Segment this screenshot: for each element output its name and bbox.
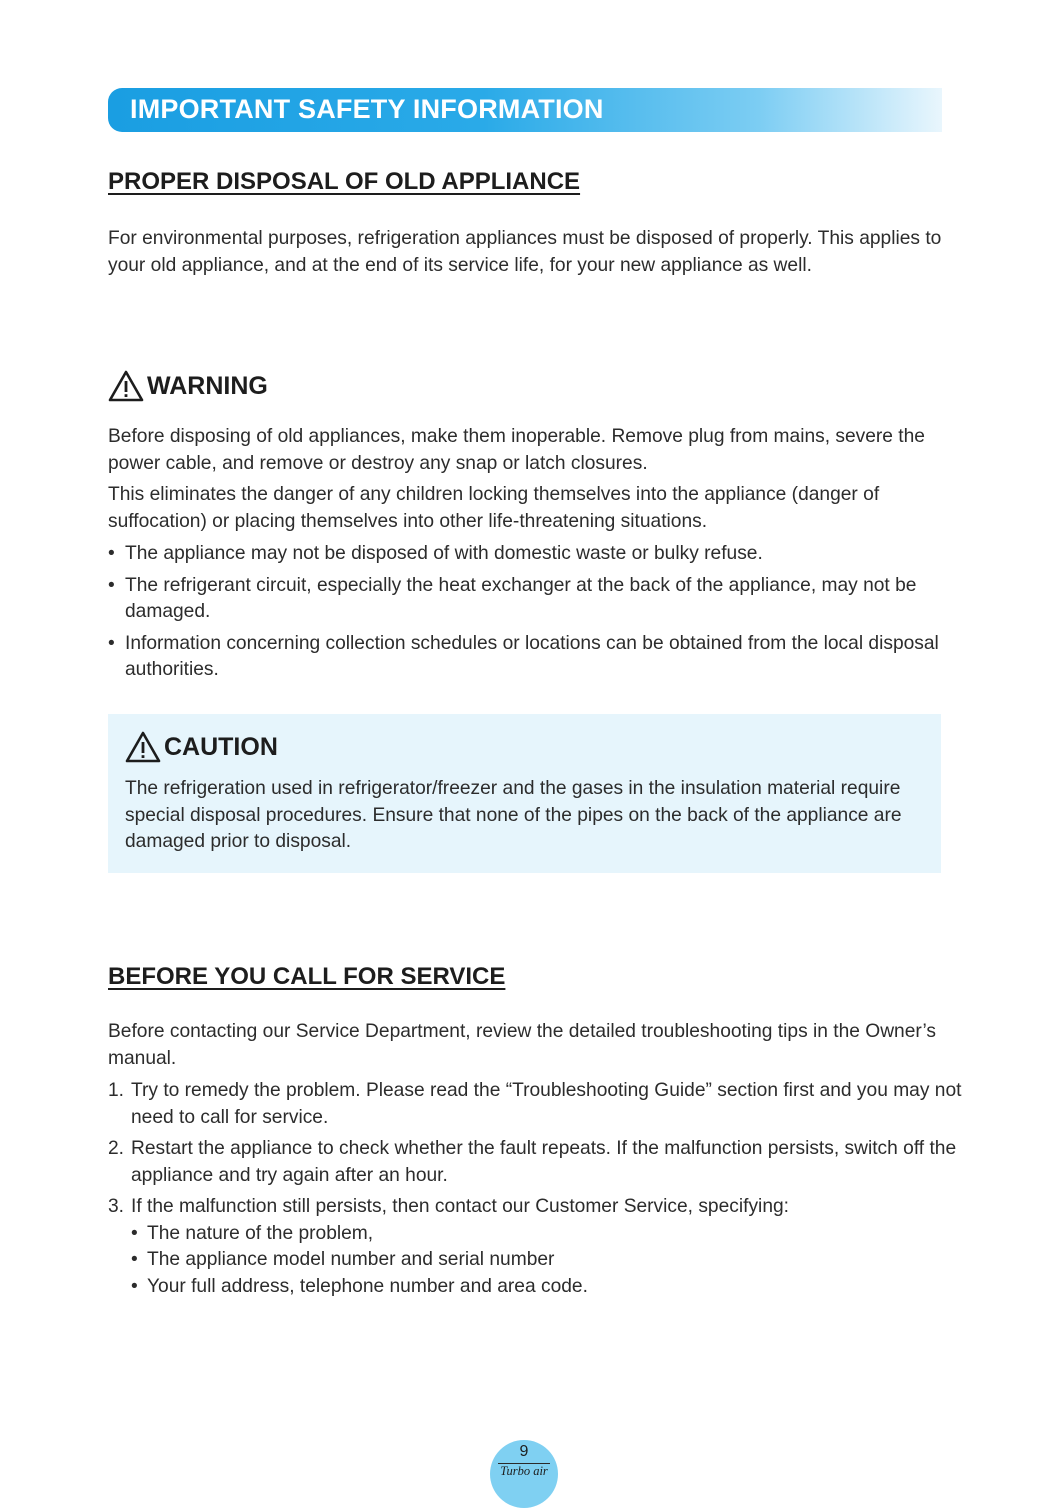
list-item: • The appliance may not be disposed of with domestic waste or bulky refuse. — [108, 541, 958, 568]
warning-bullet-list — [108, 541, 958, 689]
warning-triangle-icon — [125, 731, 161, 763]
step-number: 2. — [108, 1138, 125, 1159]
warning-triangle-icon — [108, 370, 144, 402]
warning-paragraph-2: This eliminates the danger of any children locking themselves into the appliance (danger of suffocation) or placing themselves into other life-threatening situations. — [108, 484, 880, 532]
service-heading: BEFORE YOU CALL FOR SERVICE — [108, 963, 506, 990]
service-step — [108, 1078, 968, 1131]
caution-title: CAUTION — [164, 732, 278, 761]
caution-text: The refrigeration used in refrigerator/freezer and the gases in the insulation material require special disposal procedures. Ensure that none of the pipes on the back of the appliance are damaged prior to disposal. — [125, 778, 902, 852]
step-number: 1. — [108, 1080, 125, 1101]
banner-title: IMPORTANT SAFETY INFORMATION — [130, 94, 604, 124]
list-item: • The refrigerant circuit, especially the heat exchanger at the back of the appliance, may not be damaged. — [108, 573, 958, 626]
list-item: • The appliance model number and serial number — [131, 1247, 968, 1274]
warning-heading — [108, 369, 268, 403]
service-step — [108, 1136, 968, 1189]
list-item: • Your full address, telephone number and area code. — [131, 1274, 968, 1301]
caution-box — [108, 714, 941, 873]
list-item: • The nature of the problem, — [131, 1221, 968, 1248]
brand-logo: Turbo air — [500, 1464, 548, 1478]
step-text: Restart the appliance to check whether the fault repeats. If the malfunction persists, switch off the appliance and try again after an hour. — [131, 1138, 957, 1186]
service-sub-list — [131, 1221, 968, 1301]
step-text: Try to remedy the problem. Please read the “Troubleshooting Guide” section first and you may not need to call for service. — [131, 1080, 962, 1128]
list-item: • Information concerning collection schedules or locations can be obtained from the local disposal authorities. — [108, 631, 958, 684]
service-steps — [108, 1078, 968, 1305]
service-step — [108, 1194, 968, 1300]
warning-title: WARNING — [147, 371, 268, 400]
disposal-text: For environmental purposes, refrigeration appliances must be disposed of properly. This applies to your old appliance, and at the end of its service life, for your new appliance as well. — [108, 228, 942, 276]
step-text: If the malfunction still persists, then contact our Customer Service, specifying: — [131, 1196, 789, 1217]
service-intro: Before contacting our Service Department, review the detailed troubleshooting tips in the Owner’s manual. — [108, 1021, 937, 1069]
section-banner — [108, 88, 942, 132]
step-number: 3. — [108, 1196, 125, 1217]
caution-heading — [125, 730, 278, 764]
page-number: 9 — [519, 1443, 529, 1460]
warning-paragraph-1: Before disposing of old appliances, make them inoperable. Remove plug from mains, severe the power cable, and remove or destroy any snap or latch closures. — [108, 426, 925, 474]
disposal-heading: PROPER DISPOSAL OF OLD APPLIANCE — [108, 168, 581, 195]
page-badge — [490, 1440, 558, 1508]
